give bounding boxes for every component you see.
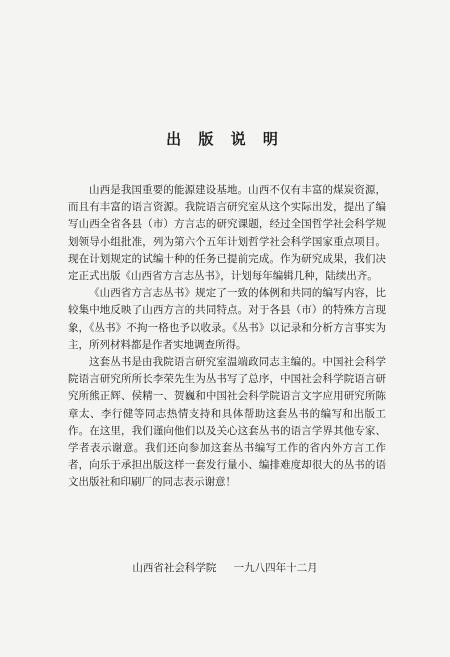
- signature-organization: 山西省社会科学院: [132, 562, 217, 574]
- paragraph-2: 《山西省方言志丛书》规定了一致的体例和共同的编写内容，比较集中地反映了山西方言的共同特点。对于各县（市）的特殊方言现象，《丛书》不拘一格也予以收录。《丛书》以记录和分析方言事实为主，所列材料都是作者实地调查所得。: [68, 287, 386, 351]
- paragraph-1: 山西是我国重要的能源建设基地。山西不仅有丰富的煤炭资源，而且有丰富的语言资源。我院语言研究室从这个实际出发，提出了编写山西全省各县（市）方言志的研究课题，经过全国哲学社会科学规划领导小组批准，列为第六个五年计划哲学社会科学国家重点项目。现在计划规定的试编十种的任务已提前完成。作为研究成果，我们决定正式出版《山西省方言志丛书》，计划每年编辑几种，陆续出齐。: [68, 184, 386, 283]
- signature-date: 一九八四年十二月: [233, 562, 318, 574]
- signature: [0, 560, 450, 575]
- document-body: [68, 182, 386, 492]
- paragraph-3: 这套丛书是由我院语言研究室温端政同志主编的。中国社会科学院语言研究所所长李荣先生为丛书写了总序，中国社会科学院语言研究所熊正辉、侯精一、贺巍和中国社会科学院语言文字应用研究所陈章太、李行健等同志热情支持和具体帮助这套丛书的编写和出版工作。在这里，我们谨向他们以及关心这套丛书的语言学界其他专家、学者表示谢意。我们还向参加这套丛书编写工作的省内外方言工作者，向乐于承担出版这样一套发行量小、编排难度却很大的丛书的语文出版社和印刷厂的同志表示谢意！: [68, 356, 386, 489]
- page-title: 出 版 说 明: [166, 130, 284, 148]
